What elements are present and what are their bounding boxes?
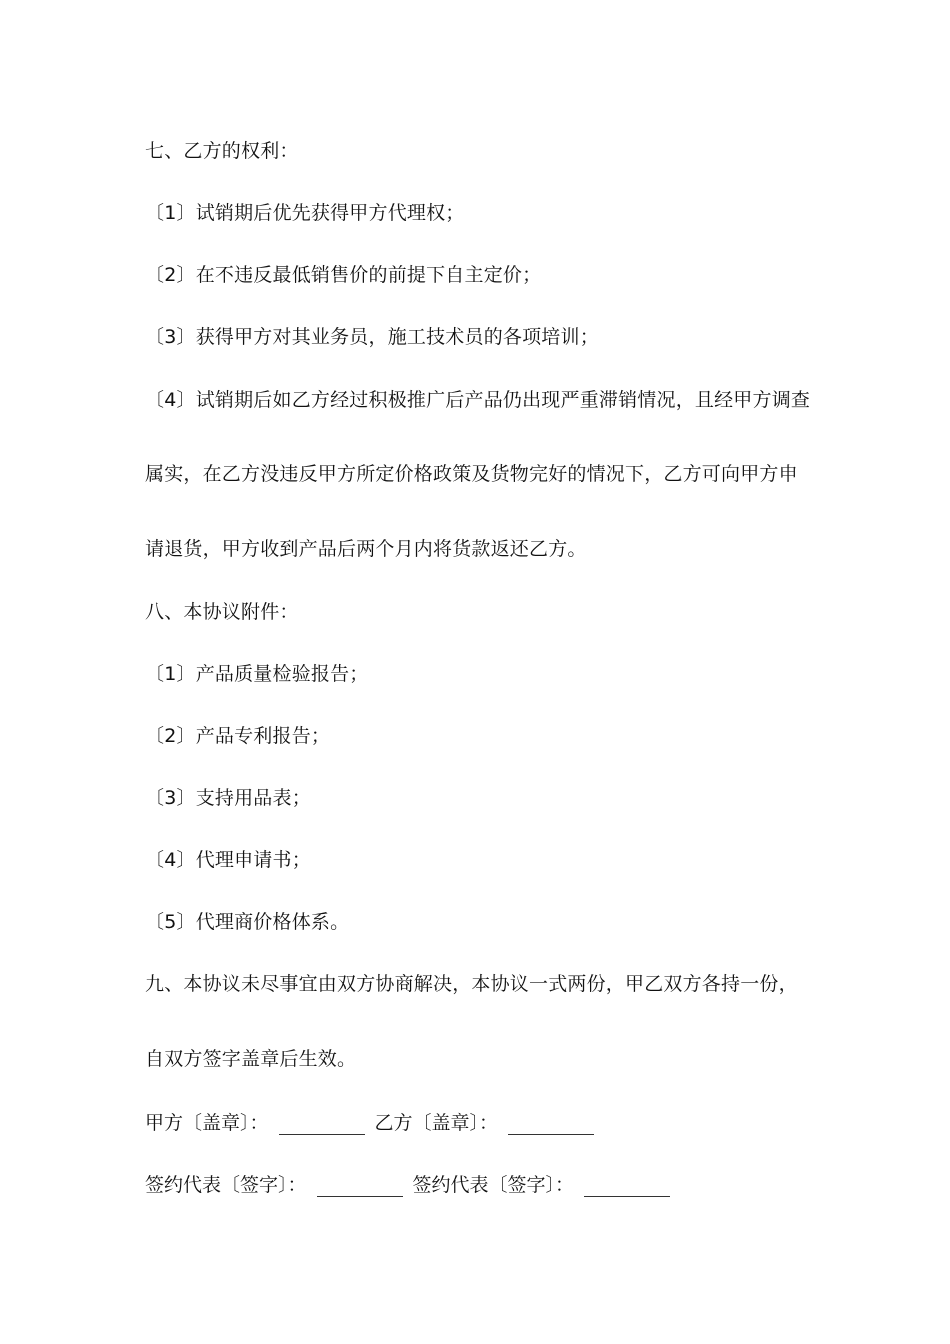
section-7-item-4-line-1: 〔4〕试销期后如乙方经过积极推广后产品仍出现严重滞销情况，且经甲方调查 xyxy=(145,389,811,411)
party-a-seal-label: 甲方〔盖章〕： xyxy=(145,1112,269,1134)
section-8-item-4: 〔4〕代理申请书； xyxy=(145,849,311,871)
party-a-seal-blank[interactable] xyxy=(279,1116,365,1135)
section-7-heading: 七、乙方的权利： xyxy=(145,140,299,162)
rep-b-sign-blank[interactable] xyxy=(584,1178,670,1197)
section-7-item-2: 〔2〕在不违反最低销售价的前提下自主定价； xyxy=(145,264,542,286)
signature-row xyxy=(145,1173,680,1197)
party-b-seal-label: 乙方〔盖章〕： xyxy=(374,1112,499,1134)
section-8-heading: 八、本协议附件： xyxy=(145,601,299,623)
section-8-item-5: 〔5〕代理商价格体系。 xyxy=(145,911,350,933)
rep-b-sign-label: 签约代表〔签字〕： xyxy=(412,1174,575,1196)
party-b-seal-blank[interactable] xyxy=(508,1116,594,1135)
section-7-item-1: 〔1〕试销期后优先获得甲方代理权； xyxy=(145,202,465,224)
rep-a-sign-blank[interactable] xyxy=(317,1178,403,1197)
section-8-item-3: 〔3〕支持用品表； xyxy=(145,787,311,809)
section-7-item-3: 〔3〕获得甲方对其业务员，施工技术员的各项培训； xyxy=(145,326,599,348)
section-7-item-4-line-3: 请退货，甲方收到产品后两个月内将货款返还乙方。 xyxy=(145,538,587,560)
section-8-item-1: 〔1〕产品质量检验报告； xyxy=(145,663,369,685)
rep-a-sign-label: 签约代表〔签字〕： xyxy=(145,1174,307,1196)
section-9-line-1: 九、本协议未尽事宜由双方协商解决，本协议一式两份，甲乙双方各持一份， xyxy=(145,973,798,995)
section-7-item-4-line-2: 属实，在乙方没违反甲方所定价格政策及货物完好的情况下，乙方可向甲方申 xyxy=(145,463,798,485)
section-9-line-2: 自双方签字盖章后生效。 xyxy=(145,1048,357,1070)
seal-row xyxy=(145,1111,604,1135)
section-8-item-2: 〔2〕产品专利报告； xyxy=(145,725,331,747)
